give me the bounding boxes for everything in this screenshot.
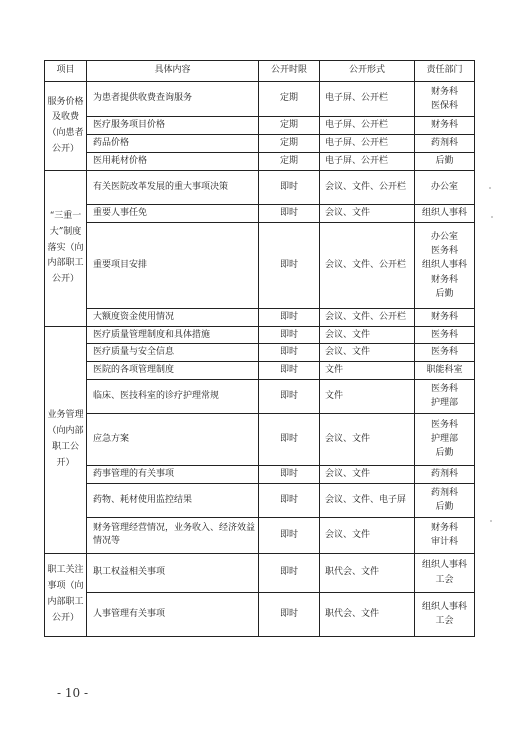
table-row: [45, 517, 475, 553]
row-period: 即时: [259, 517, 320, 553]
row-department: 医务科: [415, 327, 475, 344]
row-department: 财务科 审计科: [415, 517, 475, 553]
row-department: 财务科: [415, 117, 475, 135]
row-content: 财务管理经营情况，业务收入、经济效益情况等: [87, 517, 259, 553]
row-content: 应急方案: [87, 413, 259, 465]
row-period: 即时: [259, 344, 320, 361]
row-form: 电子屏、公开栏: [320, 82, 415, 117]
row-period: 即时: [259, 483, 320, 517]
header-department: 责任部门: [415, 61, 475, 82]
row-period: 即时: [259, 361, 320, 379]
table-row: [45, 327, 475, 344]
row-department: 办公室 医务科 组织人事科 财务科 后勤: [415, 223, 475, 309]
row-content: 职工权益相关事项: [87, 553, 259, 592]
category-staff: 职工关注事项（向内部职工公开）: [45, 553, 87, 636]
table-row: [45, 553, 475, 592]
row-content: 有关医院改革发展的重大事项决策: [87, 171, 259, 205]
table-row: [45, 153, 475, 171]
scan-speck: [489, 187, 491, 189]
table-row: [45, 413, 475, 465]
row-department: 药剂科: [415, 135, 475, 153]
row-department: 职能科室: [415, 361, 475, 379]
row-period: 定期: [259, 135, 320, 153]
table-row: [45, 344, 475, 361]
table-row: [45, 82, 475, 117]
disclosure-table: [44, 60, 475, 637]
row-content: 临床、医技科室的诊疗护理常规: [87, 379, 259, 413]
table-header-row: [45, 61, 475, 82]
row-content: 大额度资金使用情况: [87, 309, 259, 327]
row-period: 即时: [259, 171, 320, 205]
row-content: 医疗质量与安全信息: [87, 344, 259, 361]
row-form: 电子屏、公开栏: [320, 117, 415, 135]
row-content: 人事管理有关事项: [87, 592, 259, 636]
table-row: [45, 205, 475, 223]
table-row: [45, 483, 475, 517]
row-department: 医务科 护理部: [415, 379, 475, 413]
row-department: 医务科: [415, 344, 475, 361]
row-form: 职代会、文件: [320, 592, 415, 636]
row-content: 重要人事任免: [87, 205, 259, 223]
category-sanzhong: “三重一大”制度落实（向内部职工公开）: [45, 171, 87, 327]
row-period: 即时: [259, 223, 320, 309]
row-form: 会议、文件: [320, 327, 415, 344]
row-content: 医疗质量管理制度和具体措施: [87, 327, 259, 344]
table-row: [45, 223, 475, 309]
row-content: 医院的各项管理制度: [87, 361, 259, 379]
category-fees: 服务价格及收费（向患者公开）: [45, 82, 87, 171]
scan-speck: [491, 216, 493, 218]
category-business: 业务管理（向内部职工公开）: [45, 327, 87, 554]
row-content: 医用耗材价格: [87, 153, 259, 171]
table-row: [45, 171, 475, 205]
row-department: 组织人事科 工会: [415, 553, 475, 592]
table-row: [45, 592, 475, 636]
row-content: 医疗服务项目价格: [87, 117, 259, 135]
row-form: 会议、文件、公开栏: [320, 223, 415, 309]
row-period: 定期: [259, 153, 320, 171]
row-department: 办公室: [415, 171, 475, 205]
row-content: 药品价格: [87, 135, 259, 153]
row-form: 会议、文件: [320, 344, 415, 361]
table-row: [45, 309, 475, 327]
header-form: 公开形式: [320, 61, 415, 82]
row-content: 重要项目安排: [87, 223, 259, 309]
row-content: 药事管理的有关事项: [87, 465, 259, 483]
row-period: 定期: [259, 117, 320, 135]
row-department: 财务科 医保科: [415, 82, 475, 117]
page-number: - 10 -: [57, 686, 89, 700]
row-department: 药剂科: [415, 465, 475, 483]
row-form: 会议、文件: [320, 205, 415, 223]
header-item: 项目: [45, 61, 87, 82]
row-form: 会议、文件、公开栏: [320, 171, 415, 205]
row-content: 为患者提供收费查询服务: [87, 82, 259, 117]
table-row: [45, 117, 475, 135]
row-form: 文件: [320, 361, 415, 379]
table-row: [45, 361, 475, 379]
row-form: 电子屏、公开栏: [320, 153, 415, 171]
row-form: 会议、文件: [320, 517, 415, 553]
row-department: 组织人事科: [415, 205, 475, 223]
row-form: 会议、文件: [320, 413, 415, 465]
row-department: 组织人事科 工会: [415, 592, 475, 636]
table-row: [45, 135, 475, 153]
row-period: 即时: [259, 413, 320, 465]
row-form: 文件: [320, 379, 415, 413]
row-form: 职代会、文件: [320, 553, 415, 592]
row-content: 药物、耗材使用监控结果: [87, 483, 259, 517]
row-form: 会议、文件: [320, 465, 415, 483]
row-form: 会议、文件、电子屏: [320, 483, 415, 517]
row-period: 即时: [259, 592, 320, 636]
row-period: 即时: [259, 309, 320, 327]
header-period: 公开时限: [259, 61, 320, 82]
row-period: 即时: [259, 379, 320, 413]
row-period: 即时: [259, 327, 320, 344]
row-department: 后勤: [415, 153, 475, 171]
row-form: 会议、文件、公开栏: [320, 309, 415, 327]
scan-speck: [490, 520, 492, 522]
row-department: 医务科 护理部 后勤: [415, 413, 475, 465]
row-period: 即时: [259, 205, 320, 223]
row-period: 即时: [259, 553, 320, 592]
row-period: 即时: [259, 465, 320, 483]
table-row: [45, 379, 475, 413]
header-content: 具体内容: [87, 61, 259, 82]
row-form: 电子屏、公开栏: [320, 135, 415, 153]
table-row: [45, 465, 475, 483]
row-period: 定期: [259, 82, 320, 117]
row-department: 财务科: [415, 309, 475, 327]
row-department: 药剂科 后勤: [415, 483, 475, 517]
